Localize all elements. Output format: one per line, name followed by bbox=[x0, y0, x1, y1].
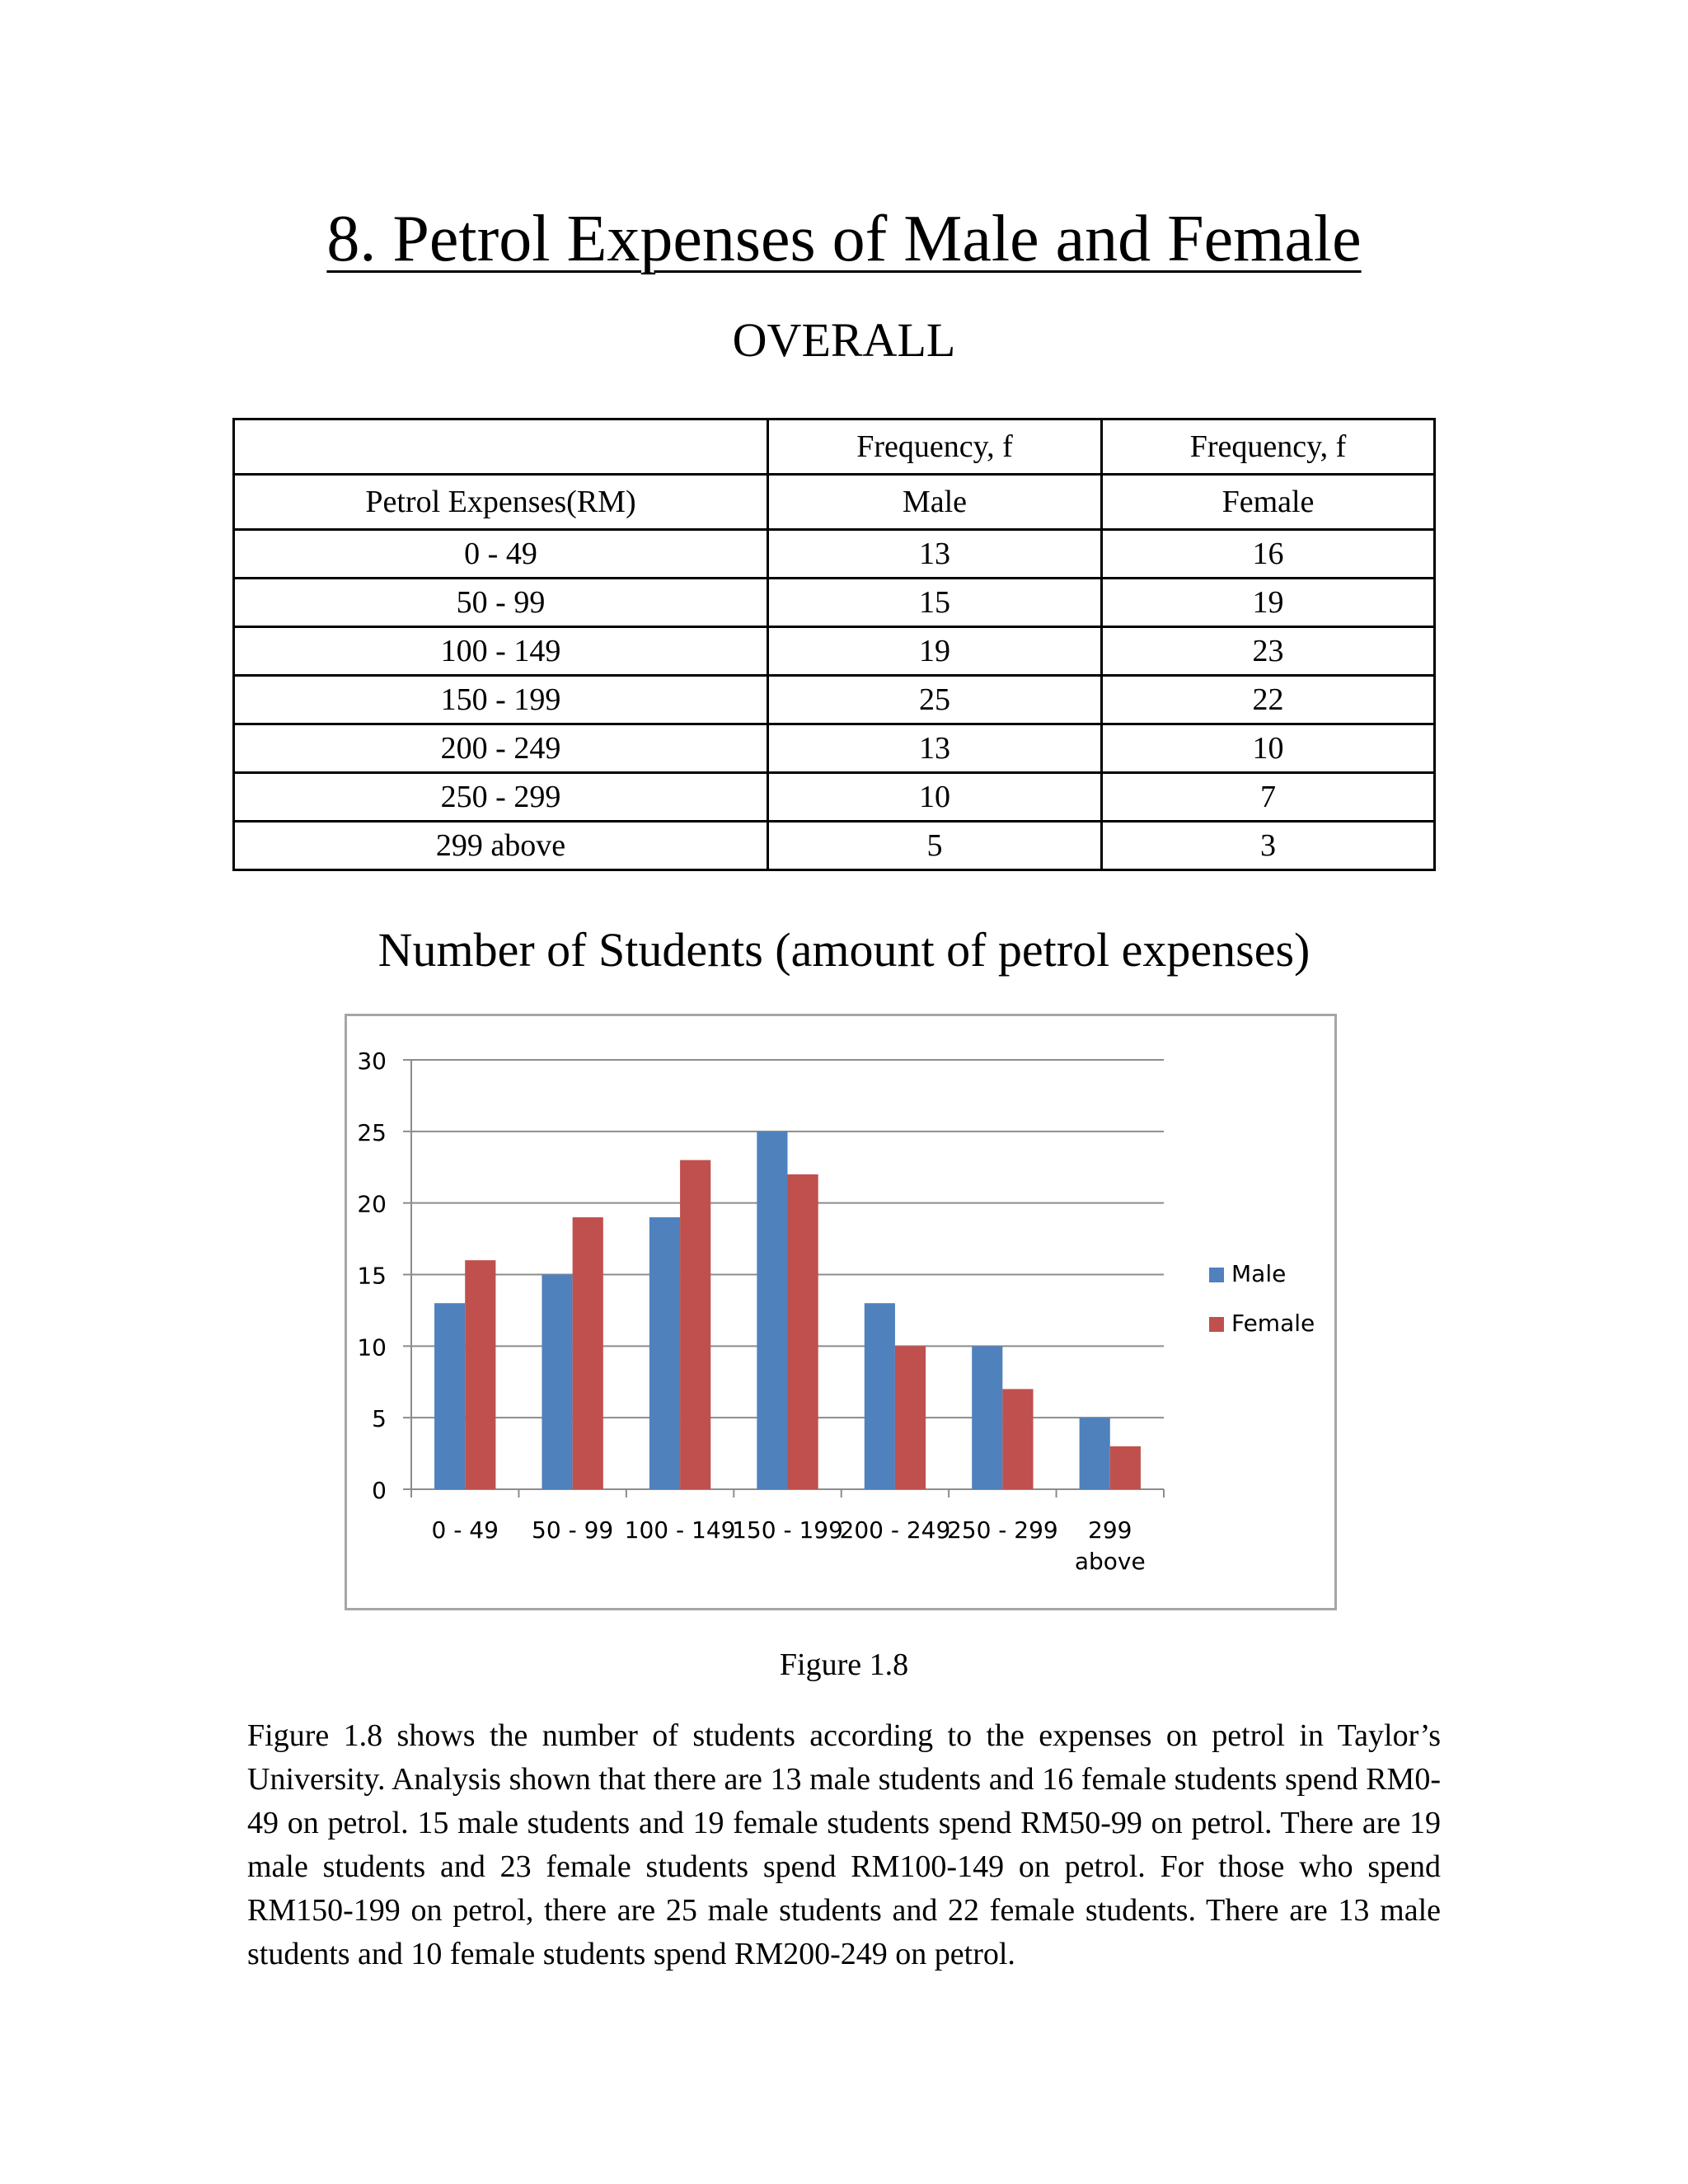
x-tick-label: 0 - 49 bbox=[431, 1516, 499, 1544]
table-row bbox=[234, 676, 1435, 724]
table-cell: 25 bbox=[768, 676, 1102, 724]
chart-container bbox=[345, 1014, 1337, 1610]
y-tick-label: 10 bbox=[357, 1333, 387, 1361]
table-cell: 5 bbox=[768, 822, 1102, 870]
x-tick-label: 50 - 99 bbox=[532, 1516, 614, 1544]
table-cell: 3 bbox=[1102, 822, 1435, 870]
y-tick-label: 0 bbox=[372, 1477, 387, 1504]
table-cell: 15 bbox=[768, 579, 1102, 627]
table-header-cell: Frequency, f bbox=[1102, 419, 1435, 475]
table-cell: 7 bbox=[1102, 773, 1435, 822]
bar-male bbox=[972, 1346, 1002, 1489]
bar-male bbox=[649, 1217, 680, 1489]
page-title-text: 8. Petrol Expenses of Male and Female bbox=[326, 203, 1362, 275]
table-cell: 10 bbox=[768, 773, 1102, 822]
table-header-cell: Male bbox=[768, 475, 1102, 530]
bar-male bbox=[865, 1303, 895, 1489]
legend-swatch-female bbox=[1209, 1317, 1224, 1332]
legend-label-female: Female bbox=[1231, 1310, 1315, 1337]
table-cell: 100 - 149 bbox=[234, 627, 768, 676]
chart-heading: Number of Students (amount of petrol expenses) bbox=[377, 923, 1311, 977]
page-subtitle: OVERALL bbox=[732, 313, 956, 367]
legend-swatch-male bbox=[1209, 1268, 1224, 1282]
table-cell: 23 bbox=[1102, 627, 1435, 676]
table-row bbox=[234, 579, 1435, 627]
table-cell: 13 bbox=[768, 724, 1102, 773]
y-tick-label: 5 bbox=[372, 1405, 387, 1433]
x-tick-label: 250 - 299 bbox=[946, 1516, 1058, 1544]
table-header-cell bbox=[234, 419, 768, 475]
table-cell: 0 - 49 bbox=[234, 530, 768, 579]
bar-male bbox=[1080, 1418, 1110, 1489]
bar-female bbox=[573, 1217, 603, 1489]
frequency-table bbox=[232, 418, 1436, 871]
analysis-paragraph: Figure 1.8 shows the number of students according to the expenses on petrol in Taylor’s University. Analysis shown that there are 13 male students and 16 female students spend RM0-49 on petrol. 15 male students and 19 female students spend RM50-99 on petrol. There are 19 male students and 23 female students spend RM100-149 on petrol. For those who spend RM150-199 on petrol, there are 25 male students and 22 female students. There are 13 male students and 10 female students spend RM200-249 on petrol. bbox=[247, 1718, 1441, 1971]
bar-female bbox=[465, 1260, 495, 1489]
table-row bbox=[234, 530, 1435, 579]
figure-caption: Figure 1.8 bbox=[779, 1647, 909, 1682]
bar-female bbox=[895, 1346, 926, 1489]
table-cell: 19 bbox=[768, 627, 1102, 676]
table-cell: 50 - 99 bbox=[234, 579, 768, 627]
x-tick-label: 299 above bbox=[1074, 1516, 1146, 1575]
x-tick-label: 150 - 199 bbox=[732, 1516, 843, 1544]
bar-female bbox=[1002, 1389, 1033, 1489]
x-tick-label: 200 - 249 bbox=[839, 1516, 951, 1544]
table-header-cell: Frequency, f bbox=[768, 419, 1102, 475]
table-row bbox=[234, 724, 1435, 773]
y-tick-label: 15 bbox=[357, 1262, 387, 1290]
table-header-cell: Female bbox=[1102, 475, 1435, 530]
bar-female bbox=[1110, 1446, 1141, 1489]
table-row bbox=[234, 627, 1435, 676]
table-cell: 19 bbox=[1102, 579, 1435, 627]
y-tick-label: 20 bbox=[357, 1190, 387, 1218]
table-cell: 200 - 249 bbox=[234, 724, 768, 773]
table-cell: 16 bbox=[1102, 530, 1435, 579]
table-cell: 13 bbox=[768, 530, 1102, 579]
bar-male bbox=[757, 1132, 787, 1489]
table-row bbox=[234, 773, 1435, 822]
bar-female bbox=[788, 1174, 818, 1489]
table-cell: 150 - 199 bbox=[234, 676, 768, 724]
bar-chart bbox=[347, 1016, 1334, 1608]
page-title bbox=[0, 198, 1688, 280]
bar-male bbox=[434, 1303, 465, 1489]
table-cell: 299 above bbox=[234, 822, 768, 870]
bar-male bbox=[542, 1275, 572, 1490]
table-cell: 10 bbox=[1102, 724, 1435, 773]
table-row bbox=[234, 822, 1435, 870]
bar-female bbox=[680, 1160, 710, 1489]
table-header-row-1 bbox=[234, 419, 1435, 475]
table-cell: 250 - 299 bbox=[234, 773, 768, 822]
table-header-row-2 bbox=[234, 475, 1435, 530]
y-tick-label: 25 bbox=[357, 1118, 387, 1146]
y-tick-label: 30 bbox=[357, 1047, 387, 1075]
table-cell: 22 bbox=[1102, 676, 1435, 724]
legend-label-male: Male bbox=[1231, 1260, 1287, 1287]
table-header-cell: Petrol Expenses(RM) bbox=[234, 475, 768, 530]
x-tick-label: 100 - 149 bbox=[624, 1516, 736, 1544]
